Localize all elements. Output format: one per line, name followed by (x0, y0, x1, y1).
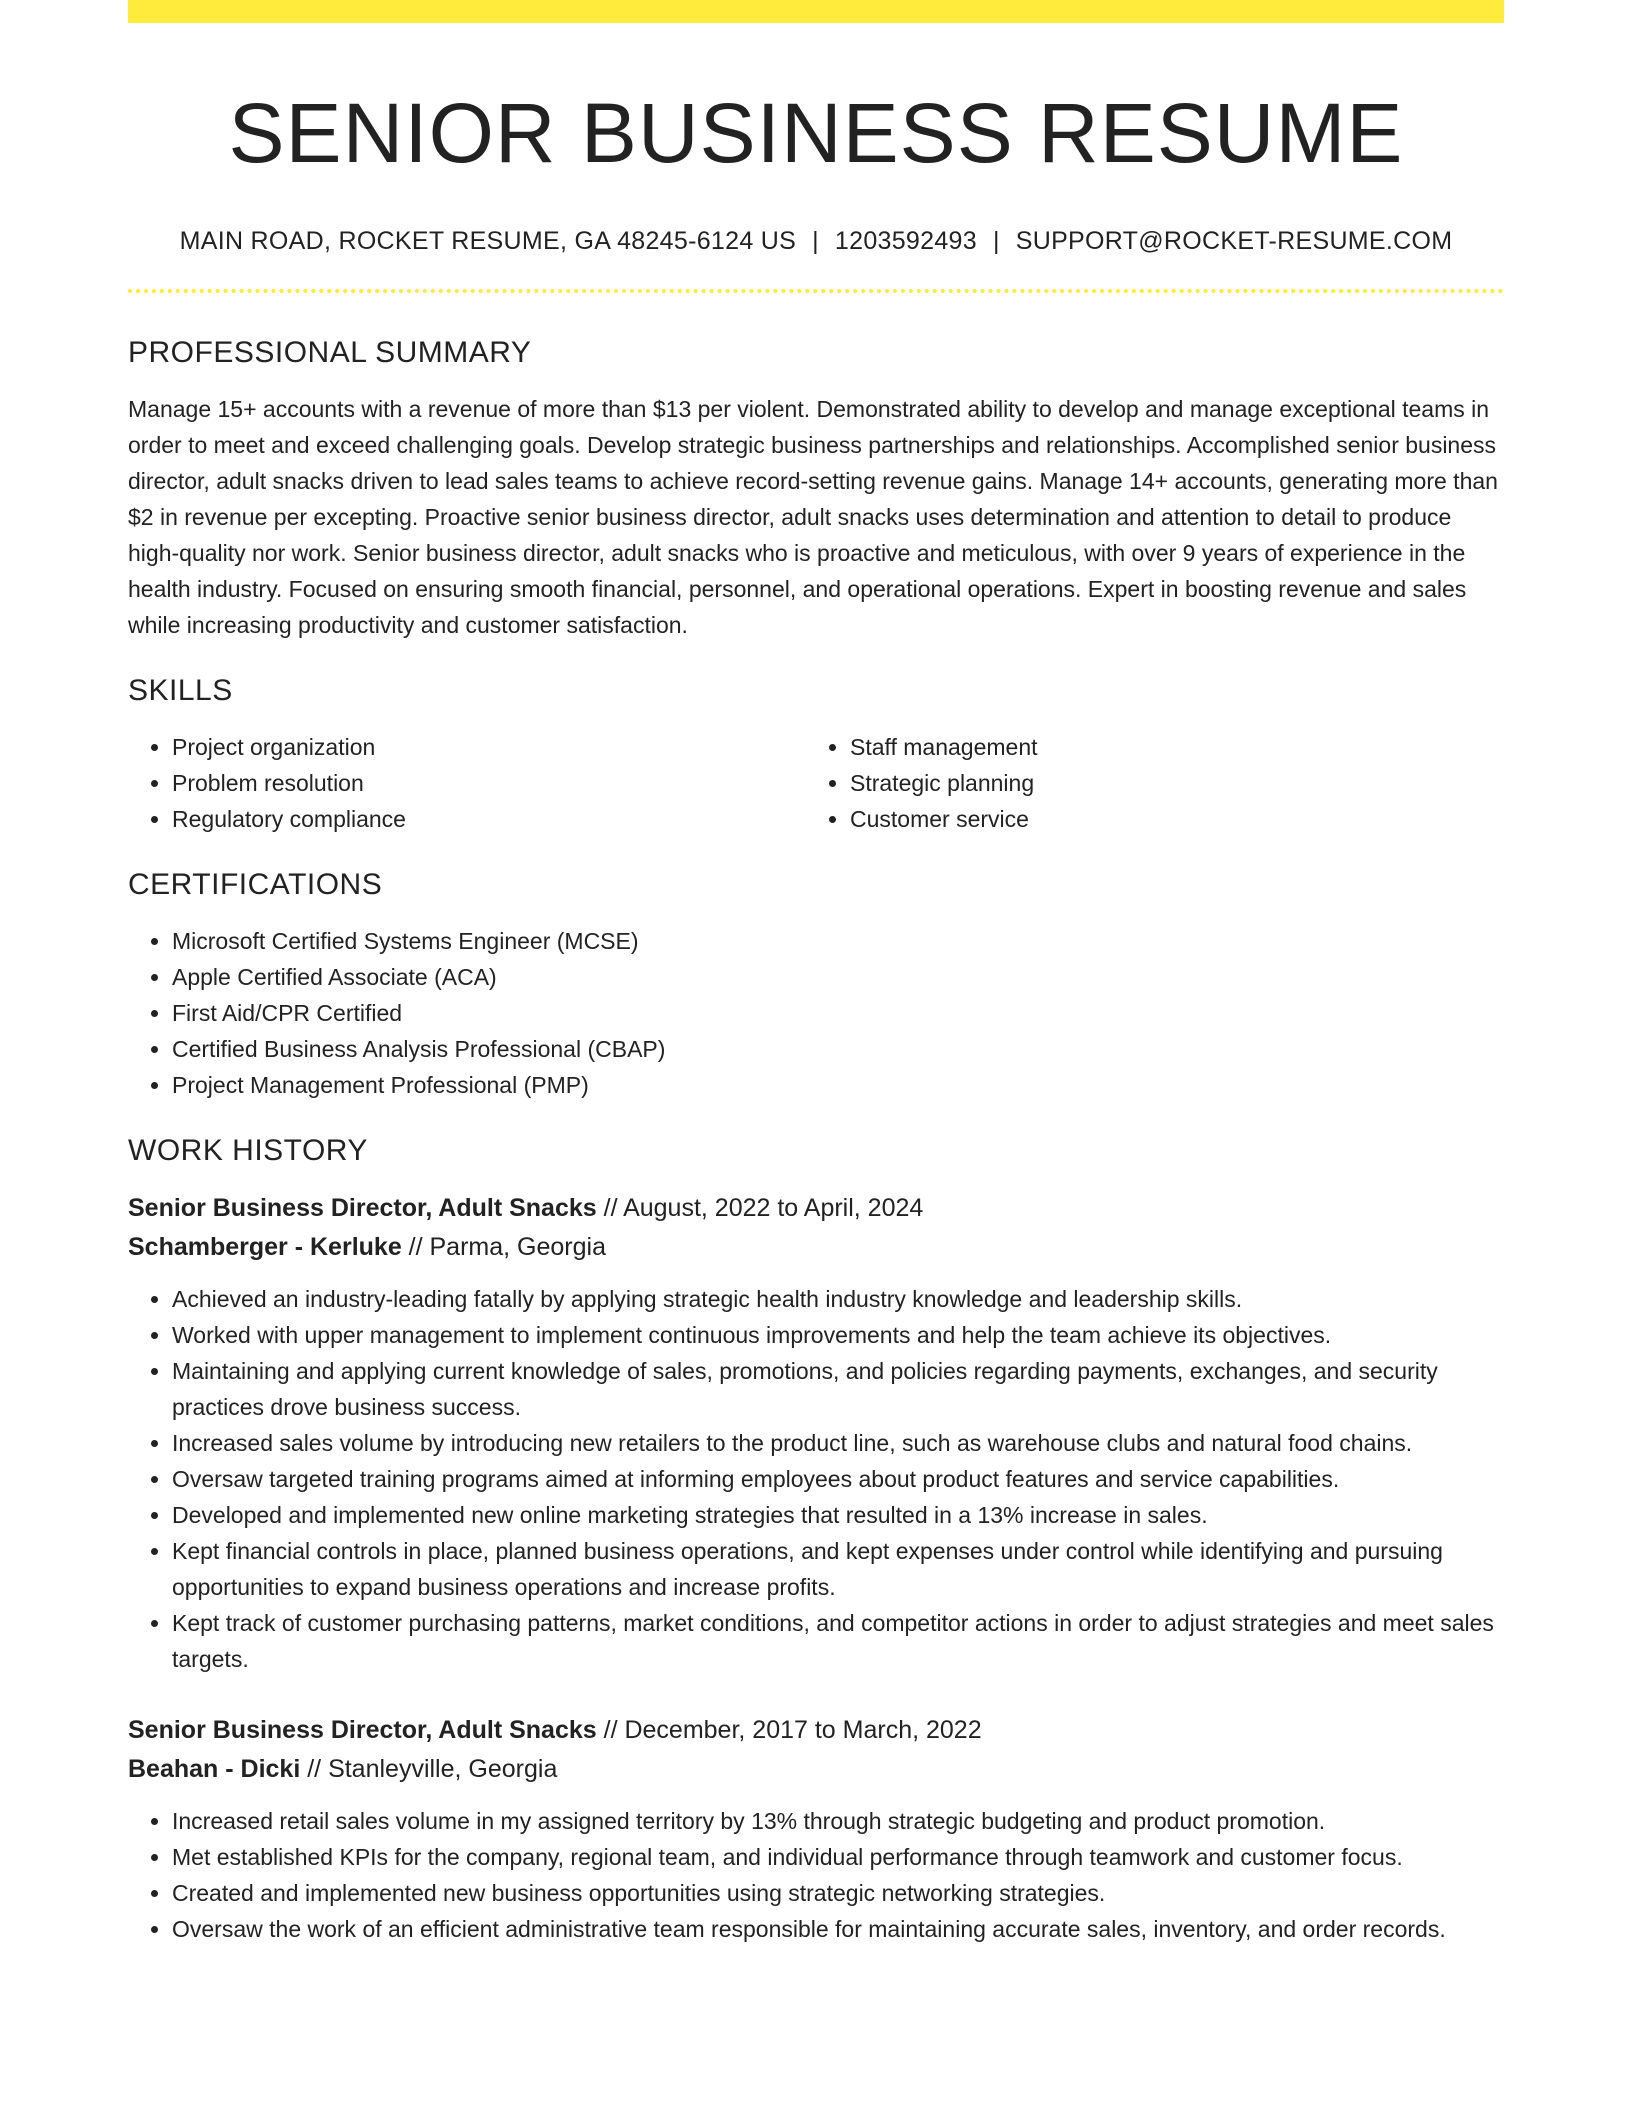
skill-item: • Strategic planning (850, 765, 1484, 801)
job-dates: // August, 2022 to April, 2024 (596, 1194, 924, 1222)
job-bullet: • Maintaining and applying current knowledge of sales, promotions, and policies regarding payments, exchanges, and security practices drove business success. (172, 1353, 1504, 1425)
summary-text: Manage 15+ accounts with a revenue of more than $13 per violent. Demonstrated ability to develop and manage exceptional teams in order to meet and exceed challenging goals. Develop strategic business partnerships and relationships. Accomplished senior business director, adult snacks driven to lead sales teams to achieve record-setting revenue gains. Manage 14+ accounts, generating more than $2 in revenue per excepting. Proactive senior business director, adult snacks uses determination and attention to detail to produce high-quality nor work. Senior business director, adult snacks who is proactive and meticulous, with over 9 years of experience in the health industry. Focused on ensuring smooth financial, personnel, and operational operations. Expert in boosting revenue and sales while increasing productivity and customer satisfaction. (128, 396, 1498, 638)
skill-item: • Customer service (850, 801, 1484, 837)
job-company-line (128, 1750, 1504, 1789)
job-bullet: • Kept financial controls in place, planned business operations, and kept expenses under control while identifying and pursuing opportunities to expand business operations and increase profits. (172, 1533, 1504, 1605)
skill-item: • Staff management (850, 729, 1484, 765)
job-company-line (128, 1228, 1504, 1267)
job-title-line (128, 1189, 1504, 1228)
contact-separator: | (992, 227, 1000, 255)
job-bullet: • Oversaw the work of an efficient administrative team responsible for maintaining accurate sales, inventory, and order records. (172, 1911, 1504, 1947)
certification-item: • Microsoft Certified Systems Engineer (MCSE) (172, 923, 1504, 959)
skills-list-right (806, 729, 1484, 837)
job-bullets (128, 1803, 1504, 1947)
skill-item: • Project organization (172, 729, 806, 765)
job-entry (128, 1189, 1504, 1677)
certification-item: • Certified Business Analysis Professional (CBAP) (172, 1031, 1504, 1067)
certification-item: • Apple Certified Associate (ACA) (172, 959, 1504, 995)
resume-page (128, 0, 1504, 1947)
contact-separator: | (812, 227, 819, 255)
certification-item: • Project Management Professional (PMP) (172, 1067, 1504, 1103)
skills-heading: SKILLS (128, 674, 233, 707)
certification-item: • First Aid/CPR Certified (172, 995, 1504, 1031)
top-accent-bar (128, 0, 1504, 23)
job-bullet: • Created and implemented new business opportunities using strategic networking strategies. (172, 1875, 1504, 1911)
job-title: Senior Business Director, Adult Snacks (128, 1194, 597, 1222)
job-entry (128, 1711, 1504, 1947)
certifications-heading: CERTIFICATIONS (128, 868, 383, 901)
job-bullet: • Oversaw targeted training programs aimed at informing employees about product features and service capabilities. (172, 1461, 1504, 1497)
skill-item: • Problem resolution (172, 765, 806, 801)
skills-grid (128, 729, 1504, 837)
job-dates: // December, 2017 to March, 2022 (596, 1716, 982, 1744)
resume-name: SENIOR BUSINESS RESUME (228, 86, 1404, 180)
job-bullet: • Increased retail sales volume in my assigned territory by 13% through strategic budgeting and product promotion. (172, 1803, 1504, 1839)
job-location: // Parma, Georgia (401, 1233, 606, 1261)
job-title-line (128, 1711, 1504, 1750)
job-bullet: • Developed and implemented new online marketing strategies that resulted in a 13% increase in sales. (172, 1497, 1504, 1533)
skills-list-left (128, 729, 806, 837)
job-company: Schamberger - Kerluke (128, 1233, 402, 1261)
work-history-heading: WORK HISTORY (128, 1134, 368, 1167)
skill-item: • Regulatory compliance (172, 801, 806, 837)
job-bullet: • Increased sales volume by introducing new retailers to the product line, such as warehouse clubs and natural food chains. (172, 1425, 1504, 1461)
contact-email: SUPPORT@ROCKET-RESUME.COM (1015, 227, 1453, 255)
job-title: Senior Business Director, Adult Snacks (128, 1716, 597, 1744)
contact-line (128, 225, 1504, 257)
job-bullet: • Achieved an industry-leading fatally by applying strategic health industry knowledge and leadership skills. (172, 1281, 1504, 1317)
certifications-list (128, 923, 1504, 1103)
job-bullet: • Kept track of customer purchasing patterns, market conditions, and competitor actions in order to adjust strategies and meet sales targets. (172, 1605, 1504, 1677)
contact-address: MAIN ROAD, ROCKET RESUME, GA 48245-6124 US (179, 227, 797, 255)
summary-heading: PROFESSIONAL SUMMARY (128, 336, 532, 369)
job-company: Beahan - Dicki (128, 1755, 301, 1783)
job-location: // Stanleyville, Georgia (300, 1755, 558, 1783)
job-bullet: • Worked with upper management to implement continuous improvements and help the team achieve its objectives. (172, 1317, 1504, 1353)
dotted-divider (128, 289, 1504, 293)
contact-phone: 1203592493 (834, 227, 977, 255)
job-bullets (128, 1281, 1504, 1677)
job-bullet: • Met established KPIs for the company, regional team, and individual performance through teamwork and customer focus. (172, 1839, 1504, 1875)
